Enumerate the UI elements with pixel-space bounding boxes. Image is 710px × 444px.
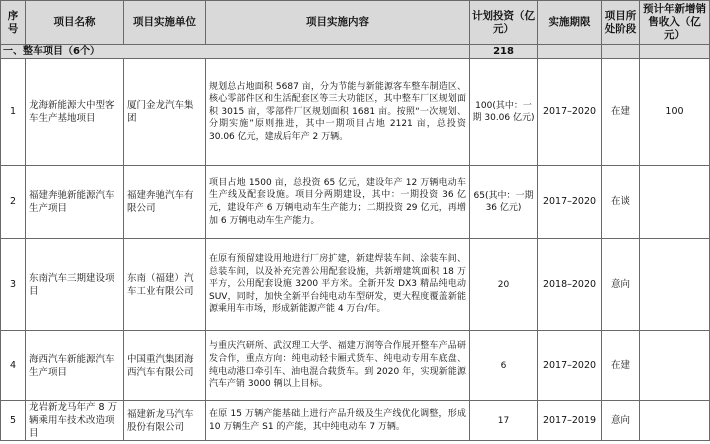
row-seq: 5 xyxy=(1,401,26,441)
row-investment: 6 xyxy=(470,331,538,401)
row-investment: 65(其中：一期 36 亿元) xyxy=(470,166,538,239)
row-sales xyxy=(640,331,710,401)
row-seq: 3 xyxy=(1,239,26,331)
row-name: 福建奔驰新能源汽车生产项目 xyxy=(26,166,124,239)
row-unit: 福建奔驰汽车有限公司 xyxy=(124,166,206,239)
header-seq: 序号 xyxy=(1,1,26,45)
row-seq: 1 xyxy=(1,59,26,166)
row-unit: 厦门金龙汽车集团 xyxy=(124,59,206,166)
row-stage: 在建 xyxy=(602,331,640,401)
section-total-investment: 218 xyxy=(470,45,538,59)
row-period: 2017–2020 xyxy=(538,166,602,239)
row-sales xyxy=(640,239,710,331)
row-stage: 在谈 xyxy=(602,166,640,239)
header-period: 实施期限 xyxy=(538,1,602,45)
row-name: 东南汽车三期建设项目 xyxy=(26,239,124,331)
row-period: 2017–2020 xyxy=(538,59,602,166)
row-period: 2018–2020 xyxy=(538,239,602,331)
section-label: 一、整车项目（6个） xyxy=(1,45,470,59)
row-stage: 意向 xyxy=(602,401,640,441)
row-seq: 2 xyxy=(1,166,26,239)
table-row xyxy=(1,59,710,166)
row-name: 龙岩新龙马年产 8 万辆乘用车技术改造项目 xyxy=(26,401,124,441)
table-row xyxy=(1,239,710,331)
row-content: 规划总占地面积 5687 亩，分为节能与新能源客车整车制造区、核心零部件区和生活配套区等三大功能区，其中整车厂区规划面积 3015 亩，零部件厂区规划面积 1681 亩。按照“一次规划、分期实施”原则推进，其中一期项目占地 2121 亩，总投资 30.06 亿元，建成后年产 2 万辆。 xyxy=(206,59,470,166)
row-content: 与重庆汽研所、武汉理工大学、福建万润等合作展开整车产品研发合作，重点方向：纯电动轻卡厢式货车、纯电动专用车底盘、纯电动港口牵引车、油电混合载货车。到 2020 年，实现新能源汽车产销 3000 辆以上目标。 xyxy=(206,331,470,401)
row-unit: 东南（福建）汽车工业有限公司 xyxy=(124,239,206,331)
row-unit: 中国重汽集团海西汽车有限公司 xyxy=(124,331,206,401)
row-stage: 意向 xyxy=(602,239,640,331)
row-sales xyxy=(640,401,710,441)
row-period: 2017–2020 xyxy=(538,331,602,401)
table-row xyxy=(1,166,710,239)
row-sales xyxy=(640,166,710,239)
row-name: 海西汽车新能源汽车生产项目 xyxy=(26,331,124,401)
header-name: 项目名称 xyxy=(26,1,124,45)
table-row xyxy=(1,401,710,441)
row-unit: 福建新龙马汽车股份有限公司 xyxy=(124,401,206,441)
row-investment: 17 xyxy=(470,401,538,441)
header-investment: 计划投资（亿元） xyxy=(470,1,538,45)
table-row xyxy=(1,331,710,401)
header-sales: 预计年新增销售收入（亿元） xyxy=(640,1,710,45)
header-stage: 项目所处阶段 xyxy=(602,1,640,45)
row-seq: 4 xyxy=(1,331,26,401)
row-content: 项目占地 1500 亩，总投资 65 亿元，建设年产 12 万辆电动车生产线及配套设施。项目分两期建设，其中：一期投资 36 亿元，建设年产 6 万辆电动车生产能力；二期投资 29 亿元，再增加 6 万辆电动车生产能力。 xyxy=(206,166,470,239)
row-content: 在原 15 万辆产能基础上进行产品升级及生产线优化调整，形成 10 万辆生产 S1 的产能，其中纯电动车 7 万辆。 xyxy=(206,401,470,441)
section-row xyxy=(1,45,710,59)
header-unit: 项目实施单位 xyxy=(124,1,206,45)
header-content: 项目实施内容 xyxy=(206,1,470,45)
row-investment: 100(其中：一期 30.06 亿元) xyxy=(470,59,538,166)
row-sales: 100 xyxy=(640,59,710,166)
row-content: 在原有预留建设用地进行厂房扩建，新建焊装车间、涂装车间、总装车间，以及补充完善公用配套设施，共新增建筑面积 18 万平方，公用配套设施 3200 平方米。全新开发 DX3 精品纯电动 SUV，同时，加快全新平台纯电动车型研发，更大程度覆盖新能源乘用车市场，形成新能源产能 4 万台/年。 xyxy=(206,239,470,331)
row-period: 2017–2019 xyxy=(538,401,602,441)
table-header-row xyxy=(1,1,710,45)
row-stage: 在建 xyxy=(602,59,640,166)
row-investment: 20 xyxy=(470,239,538,331)
row-name: 龙海新能源大中型客车生产基地项目 xyxy=(26,59,124,166)
